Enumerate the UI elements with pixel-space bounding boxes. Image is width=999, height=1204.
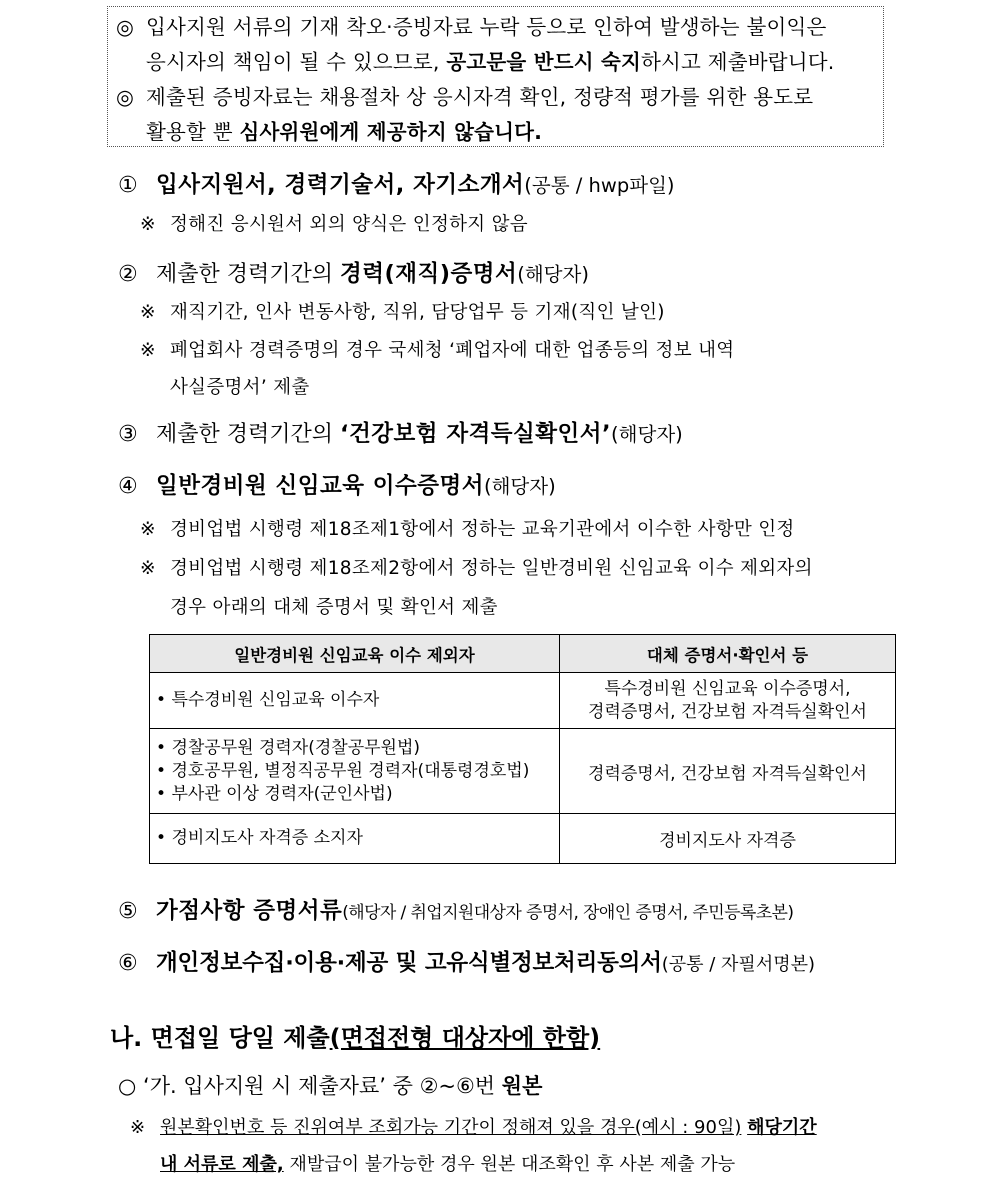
item-2-note-2: ※ 폐업회사 경력증명의 경우 국세청 ‘폐업자에 대한 업종등의 정보 내역 bbox=[140, 340, 735, 361]
item-4-note-2-cont: 경우 아래의 대체 증명서 및 확인서 제출 bbox=[170, 597, 498, 618]
table-row bbox=[150, 814, 896, 864]
item-1: ① 입사지원서, 경력기술서, 자기소개서(공통 / hwp파일) bbox=[118, 172, 675, 198]
table-header-substitute: 대체 증명서·확인서 등 bbox=[560, 635, 896, 673]
section-b-footnote-1: ※ 원본확인번호 등 진위여부 조회가능 기간이 정해져 있을 경우(예시 : 90일) 해당기간 bbox=[130, 1117, 817, 1138]
table-cell: • 특수경비원 신임교육 이수자 bbox=[150, 673, 560, 729]
item-4-note-2: ※ 경비업법 시행령 제18조제2항에서 정하는 일반경비원 신임교육 이수 제외자의 bbox=[140, 558, 813, 579]
table-cell: • 경찰공무원 경력자(경찰공무원법) • 경호공무원, 별정직공무원 경력자(대통령경호법) • 부사관 이상 경력자(군인사법) bbox=[150, 729, 560, 814]
table-cell: 경비지도사 자격증 bbox=[560, 814, 896, 864]
item-6: ⑥ 개인정보수집·이용·제공 및 고유식별정보처리동의서(공통 / 자필서명본) bbox=[118, 950, 816, 976]
double-circle-icon: ◎ bbox=[116, 15, 135, 39]
notice-line-1: ◎ 입사지원 서류의 기재 착오·증빙자료 누락 등으로 인하여 발생하는 불이익은 bbox=[116, 10, 875, 45]
table-cell: 특수경비원 신임교육 이수증명서, 경력증명서, 건강보험 자격득실확인서 bbox=[560, 673, 896, 729]
item-3: ③ 제출한 경력기간의 ‘건강보험 자격득실확인서’(해당자) bbox=[118, 421, 683, 447]
table-cell: 경력증명서, 건강보험 자격득실확인서 bbox=[560, 729, 896, 814]
item-4-note-1: ※ 경비업법 시행령 제18조제1항에서 정하는 교육기관에서 이수한 사항만 인정 bbox=[140, 519, 795, 540]
item-4: ④ 일반경비원 신임교육 이수증명서(해당자) bbox=[118, 473, 556, 499]
notice-line-3: ◎ 제출된 증빙자료는 채용절차 상 응시자격 확인, 정량적 평가를 위한 용도로 bbox=[116, 80, 875, 115]
circle-icon: ○ bbox=[118, 1074, 137, 1098]
table-header-row bbox=[150, 635, 896, 673]
item-1-note: ※ 정해진 응시원서 외의 양식은 인정하지 않음 bbox=[140, 214, 528, 235]
item-2-note-1: ※ 재직기간, 인사 변동사항, 직위, 담당업무 등 기재(직인 날인) bbox=[140, 302, 665, 323]
table-row bbox=[150, 673, 896, 729]
notice-box bbox=[107, 6, 884, 147]
section-b-title: 나. 면접일 당일 제출(면접전형 대상자에 한함) bbox=[110, 1024, 601, 1052]
table-cell: • 경비지도사 자격증 소지자 bbox=[150, 814, 560, 864]
section-b-item: ○ ‘가. 입사지원 시 제출자료’ 중 ②~⑥번 원본 bbox=[118, 1074, 543, 1098]
table-header-excluded: 일반경비원 신임교육 이수 제외자 bbox=[150, 635, 560, 673]
section-b-footnote-2: 내 서류로 제출, 재발급이 불가능한 경우 원본 대조확인 후 사본 제출 가능 bbox=[160, 1154, 736, 1175]
item-2-note-2-cont: 사실증명서’ 제출 bbox=[170, 377, 310, 398]
item-2: ② 제출한 경력기간의 경력(재직)증명서(해당자) bbox=[118, 261, 589, 287]
item-5: ⑤ 가점사항 증명서류(해당자 / 취업지원대상자 증명서, 장애인 증명서, 주민등록초본) bbox=[118, 898, 794, 924]
notice-line-2: 응시자의 책임이 될 수 있으므로, 공고문을 반드시 숙지하시고 제출바랍니다. bbox=[146, 50, 835, 74]
notice-line-4: 활용할 뿐 심사위원에게 제공하지 않습니다. bbox=[146, 120, 543, 144]
substitute-documents-table bbox=[149, 634, 896, 864]
double-circle-icon: ◎ bbox=[116, 85, 135, 109]
table-row bbox=[150, 729, 896, 814]
